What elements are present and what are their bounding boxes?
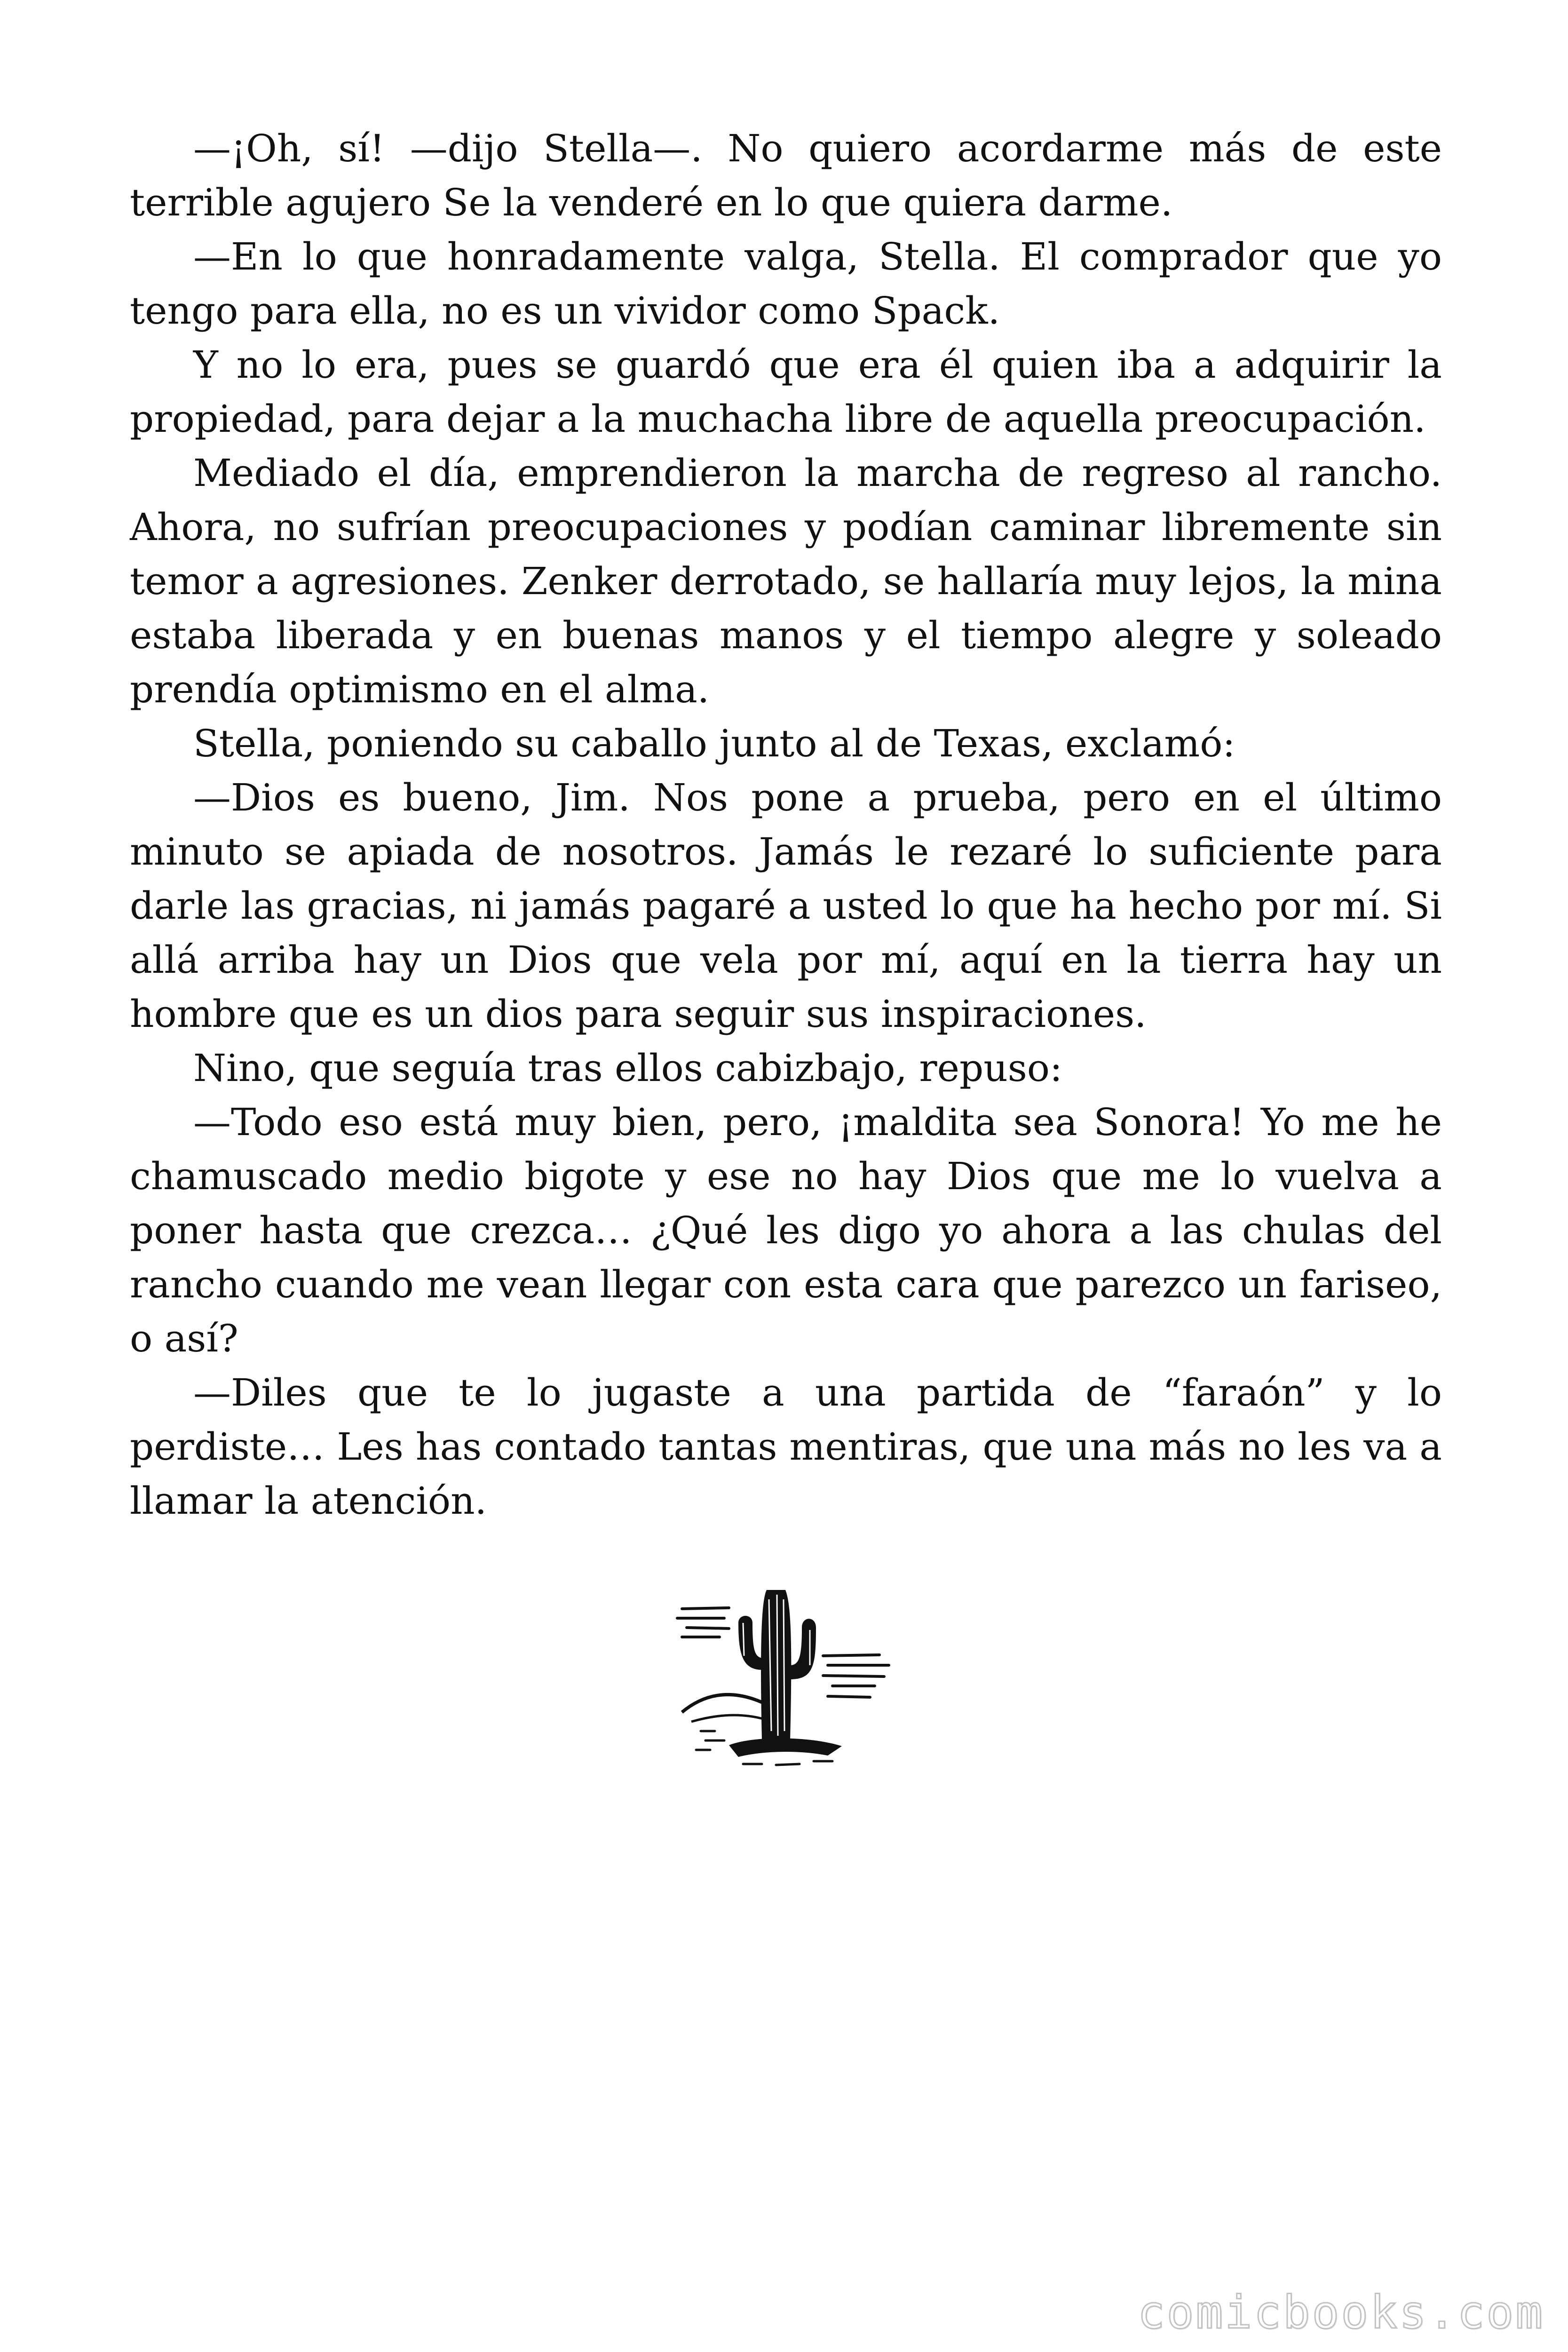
- paragraph: Nino, que seguía tras ellos cabizbajo, repuso:: [193, 1046, 1062, 1090]
- cactus-desert-icon: [673, 1571, 898, 1778]
- paragraph: —Dios es bueno, Jim. Nos pone a prueba, pero en el último minuto se apiada de nosotros. Jamás le rezaré lo suficiente para darle las gracias, ni jamás pagaré a usted lo que ha hecho por mí. Si allá arriba hay un Dios que vela por mí, aquí en la tierra hay un hombre que es un dios para seguir sus inspiraciones.: [130, 776, 1442, 1036]
- paragraph: —¡Oh, sí! —dijo Stella—. No quiero acordarme más de este terrible agujero Se la venderé en lo que quiera darme.: [130, 127, 1442, 224]
- paragraph: Mediado el día, emprendieron la marcha de regreso al rancho. Ahora, no sufrían preocupaciones y podían caminar libremente sin temor a agresiones. Zenker derrotado, se hallaría muy lejos, la mina estaba liberada y en buenas manos y el tiempo alegre y soleado prendía optimismo en el alma.: [130, 451, 1442, 711]
- body-text: [130, 121, 1442, 1528]
- watermark: comicbooks.com: [1137, 2286, 1544, 2339]
- paragraph: —Todo eso está muy bien, pero, ¡maldita sea Sonora! Yo me he chamuscado medio bigote y ese no hay Dios que me lo vuelva a poner hasta que crezca… ¿Qué les digo yo ahora a las chulas del rancho cuando me vean llegar con esta cara que parezco un fariseo, o así?: [130, 1100, 1442, 1360]
- paragraph: Stella, poniendo su caballo junto al de Texas, exclamó:: [193, 722, 1235, 765]
- paragraph: —Diles que te lo jugaste a una partida de “faraón” y lo perdiste… Les has contado tantas mentiras, que una más no les va a llamar la atención.: [130, 1371, 1442, 1523]
- paragraph: —En lo que honradamente valga, Stella. El comprador que yo tengo para ella, no es un vividor como Spack.: [130, 235, 1442, 333]
- paragraph: Y no lo era, pues se guardó que era él quien iba a adquirir la propiedad, para dejar a la muchacha libre de aquella preocupación.: [130, 343, 1442, 441]
